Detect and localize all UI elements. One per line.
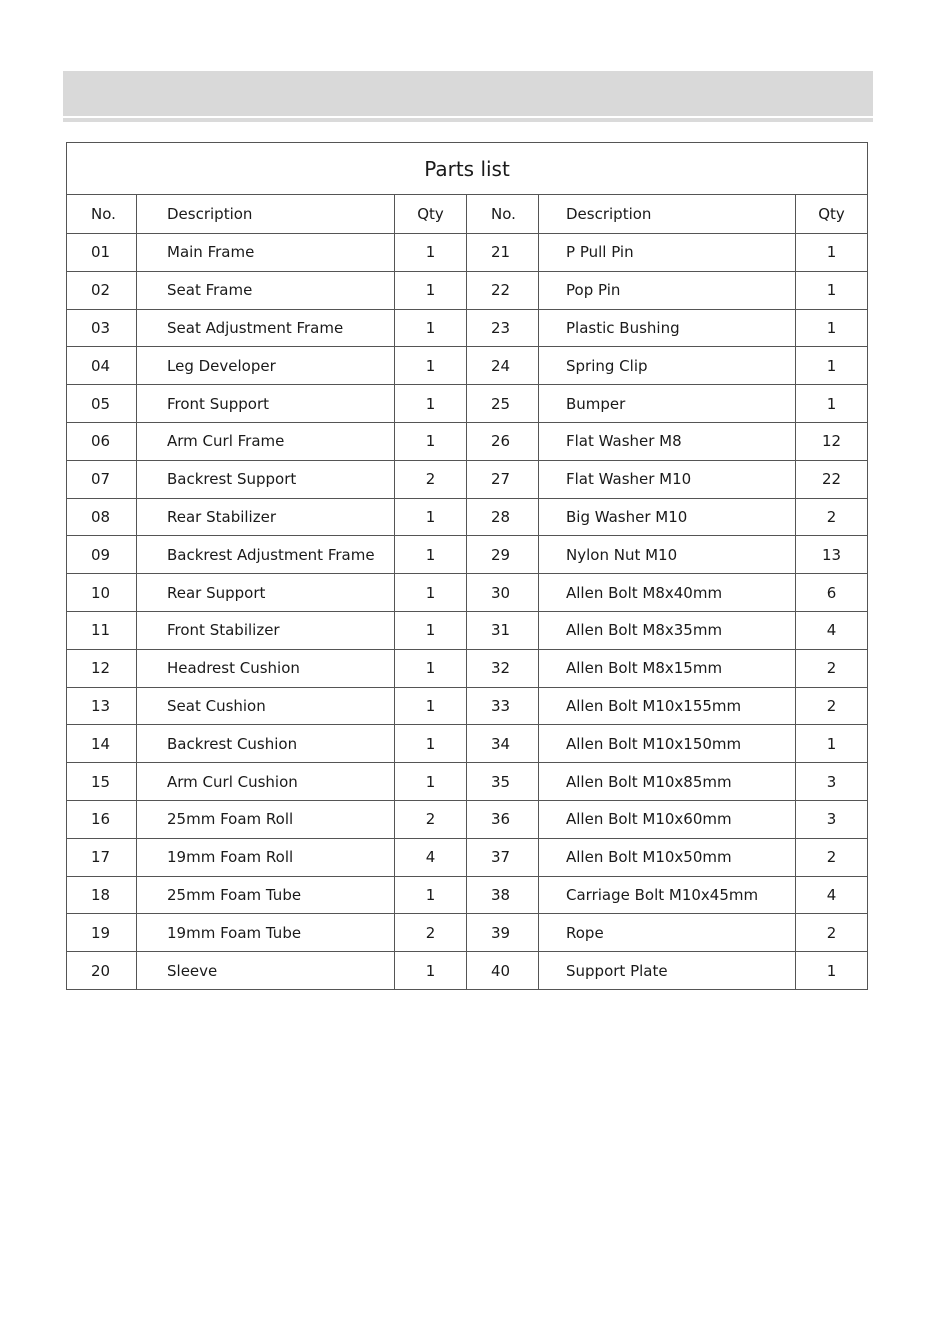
- part-number: 08: [67, 498, 137, 536]
- part-number: 04: [67, 347, 137, 385]
- part-description: Front Support: [137, 385, 395, 423]
- part-number: 10: [67, 574, 137, 612]
- part-description: 19mm Foam Tube: [137, 914, 395, 952]
- part-quantity: 1: [395, 763, 467, 801]
- part-quantity: 2: [796, 914, 868, 952]
- part-description: Flat Washer M10: [539, 460, 796, 498]
- part-number: 23: [467, 309, 539, 347]
- part-description: Allen Bolt M8x40mm: [539, 574, 796, 612]
- part-description: Seat Frame: [137, 271, 395, 309]
- part-number: 29: [467, 536, 539, 574]
- part-description: Backrest Support: [137, 460, 395, 498]
- part-quantity: 1: [796, 725, 868, 763]
- table-row: [67, 422, 868, 460]
- part-quantity: 1: [395, 725, 467, 763]
- part-description: Plastic Bushing: [539, 309, 796, 347]
- part-description: Flat Washer M8: [539, 422, 796, 460]
- part-quantity: 4: [796, 611, 868, 649]
- part-number: 40: [467, 952, 539, 990]
- column-header-description: Description: [137, 195, 395, 234]
- part-number: 11: [67, 611, 137, 649]
- part-number: 30: [467, 574, 539, 612]
- part-number: 34: [467, 725, 539, 763]
- part-description: Seat Adjustment Frame: [137, 309, 395, 347]
- part-description: Rear Support: [137, 574, 395, 612]
- part-number: 33: [467, 687, 539, 725]
- part-description: P Pull Pin: [539, 234, 796, 272]
- table-row: [67, 611, 868, 649]
- part-quantity: 22: [796, 460, 868, 498]
- part-description: Main Frame: [137, 234, 395, 272]
- part-quantity: 1: [395, 611, 467, 649]
- part-quantity: 4: [395, 838, 467, 876]
- part-quantity: 1: [395, 385, 467, 423]
- part-quantity: 1: [796, 385, 868, 423]
- table-row: [67, 574, 868, 612]
- part-description: 25mm Foam Tube: [137, 876, 395, 914]
- part-quantity: 1: [395, 422, 467, 460]
- part-number: 13: [67, 687, 137, 725]
- table-row: [67, 498, 868, 536]
- parts-body: [67, 234, 868, 990]
- part-quantity: 2: [796, 838, 868, 876]
- parts-table: [66, 142, 868, 990]
- part-description: Allen Bolt M10x85mm: [539, 763, 796, 801]
- part-description: Support Plate: [539, 952, 796, 990]
- header-row: [67, 195, 868, 234]
- part-description: Carriage Bolt M10x45mm: [539, 876, 796, 914]
- table-row: [67, 725, 868, 763]
- part-quantity: 1: [395, 687, 467, 725]
- part-quantity: 1: [395, 347, 467, 385]
- part-description: Front Stabilizer: [137, 611, 395, 649]
- part-number: 05: [67, 385, 137, 423]
- table-row: [67, 838, 868, 876]
- part-quantity: 1: [796, 234, 868, 272]
- part-number: 35: [467, 763, 539, 801]
- part-quantity: 1: [395, 649, 467, 687]
- part-number: 06: [67, 422, 137, 460]
- part-quantity: 1: [395, 271, 467, 309]
- part-quantity: 2: [796, 498, 868, 536]
- part-description: 25mm Foam Roll: [137, 800, 395, 838]
- table-row: [67, 914, 868, 952]
- part-quantity: 3: [796, 763, 868, 801]
- part-quantity: 1: [395, 952, 467, 990]
- table-row: [67, 763, 868, 801]
- table-row: [67, 536, 868, 574]
- part-description: Seat Cushion: [137, 687, 395, 725]
- part-number: 31: [467, 611, 539, 649]
- part-description: Rear Stabilizer: [137, 498, 395, 536]
- column-header-no: No.: [467, 195, 539, 234]
- part-quantity: 2: [796, 649, 868, 687]
- part-quantity: 1: [395, 876, 467, 914]
- column-header-description: Description: [539, 195, 796, 234]
- table-row: [67, 649, 868, 687]
- table-row: [67, 460, 868, 498]
- part-number: 21: [467, 234, 539, 272]
- part-description: Rope: [539, 914, 796, 952]
- part-quantity: 6: [796, 574, 868, 612]
- part-description: Allen Bolt M8x35mm: [539, 611, 796, 649]
- part-number: 17: [67, 838, 137, 876]
- part-number: 28: [467, 498, 539, 536]
- part-description: Headrest Cushion: [137, 649, 395, 687]
- part-number: 32: [467, 649, 539, 687]
- part-quantity: 2: [395, 800, 467, 838]
- part-quantity: 4: [796, 876, 868, 914]
- part-description: Backrest Cushion: [137, 725, 395, 763]
- column-header-qty: Qty: [796, 195, 868, 234]
- table-row: [67, 385, 868, 423]
- part-number: 19: [67, 914, 137, 952]
- part-quantity: 1: [796, 347, 868, 385]
- part-description: Leg Developer: [137, 347, 395, 385]
- part-number: 16: [67, 800, 137, 838]
- column-header-no: No.: [67, 195, 137, 234]
- column-header-qty: Qty: [395, 195, 467, 234]
- part-number: 26: [467, 422, 539, 460]
- part-quantity: 2: [395, 460, 467, 498]
- part-description: Allen Bolt M10x155mm: [539, 687, 796, 725]
- table-row: [67, 234, 868, 272]
- header-rule: [63, 118, 873, 122]
- title-row: [67, 143, 868, 195]
- part-number: 14: [67, 725, 137, 763]
- part-number: 09: [67, 536, 137, 574]
- part-quantity: 1: [796, 271, 868, 309]
- table-row: [67, 952, 868, 990]
- part-description: 19mm Foam Roll: [137, 838, 395, 876]
- part-number: 22: [467, 271, 539, 309]
- part-description: Arm Curl Frame: [137, 422, 395, 460]
- part-number: 12: [67, 649, 137, 687]
- header-band: [63, 71, 873, 116]
- part-number: 20: [67, 952, 137, 990]
- part-description: Allen Bolt M10x50mm: [539, 838, 796, 876]
- part-description: Bumper: [539, 385, 796, 423]
- part-quantity: 2: [796, 687, 868, 725]
- table-title: Parts list: [67, 143, 868, 195]
- part-number: 37: [467, 838, 539, 876]
- part-description: Sleeve: [137, 952, 395, 990]
- part-description: Backrest Adjustment Frame: [137, 536, 395, 574]
- part-quantity: 1: [395, 234, 467, 272]
- part-number: 27: [467, 460, 539, 498]
- part-description: Pop Pin: [539, 271, 796, 309]
- part-number: 36: [467, 800, 539, 838]
- part-quantity: 1: [796, 952, 868, 990]
- part-number: 03: [67, 309, 137, 347]
- table-row: [67, 876, 868, 914]
- table-row: [67, 309, 868, 347]
- part-number: 38: [467, 876, 539, 914]
- part-quantity: 1: [395, 498, 467, 536]
- part-description: Arm Curl Cushion: [137, 763, 395, 801]
- table-row: [67, 800, 868, 838]
- part-description: Nylon Nut M10: [539, 536, 796, 574]
- part-quantity: 13: [796, 536, 868, 574]
- part-number: 24: [467, 347, 539, 385]
- table-row: [67, 687, 868, 725]
- part-number: 39: [467, 914, 539, 952]
- part-number: 02: [67, 271, 137, 309]
- part-number: 07: [67, 460, 137, 498]
- part-number: 25: [467, 385, 539, 423]
- part-number: 01: [67, 234, 137, 272]
- part-quantity: 1: [796, 309, 868, 347]
- part-quantity: 1: [395, 309, 467, 347]
- table-row: [67, 271, 868, 309]
- part-quantity: 1: [395, 574, 467, 612]
- part-description: Allen Bolt M10x60mm: [539, 800, 796, 838]
- part-quantity: 2: [395, 914, 467, 952]
- part-description: Spring Clip: [539, 347, 796, 385]
- part-description: Big Washer M10: [539, 498, 796, 536]
- part-quantity: 12: [796, 422, 868, 460]
- part-description: Allen Bolt M10x150mm: [539, 725, 796, 763]
- part-quantity: 3: [796, 800, 868, 838]
- table-row: [67, 347, 868, 385]
- part-number: 15: [67, 763, 137, 801]
- part-number: 18: [67, 876, 137, 914]
- part-description: Allen Bolt M8x15mm: [539, 649, 796, 687]
- part-quantity: 1: [395, 536, 467, 574]
